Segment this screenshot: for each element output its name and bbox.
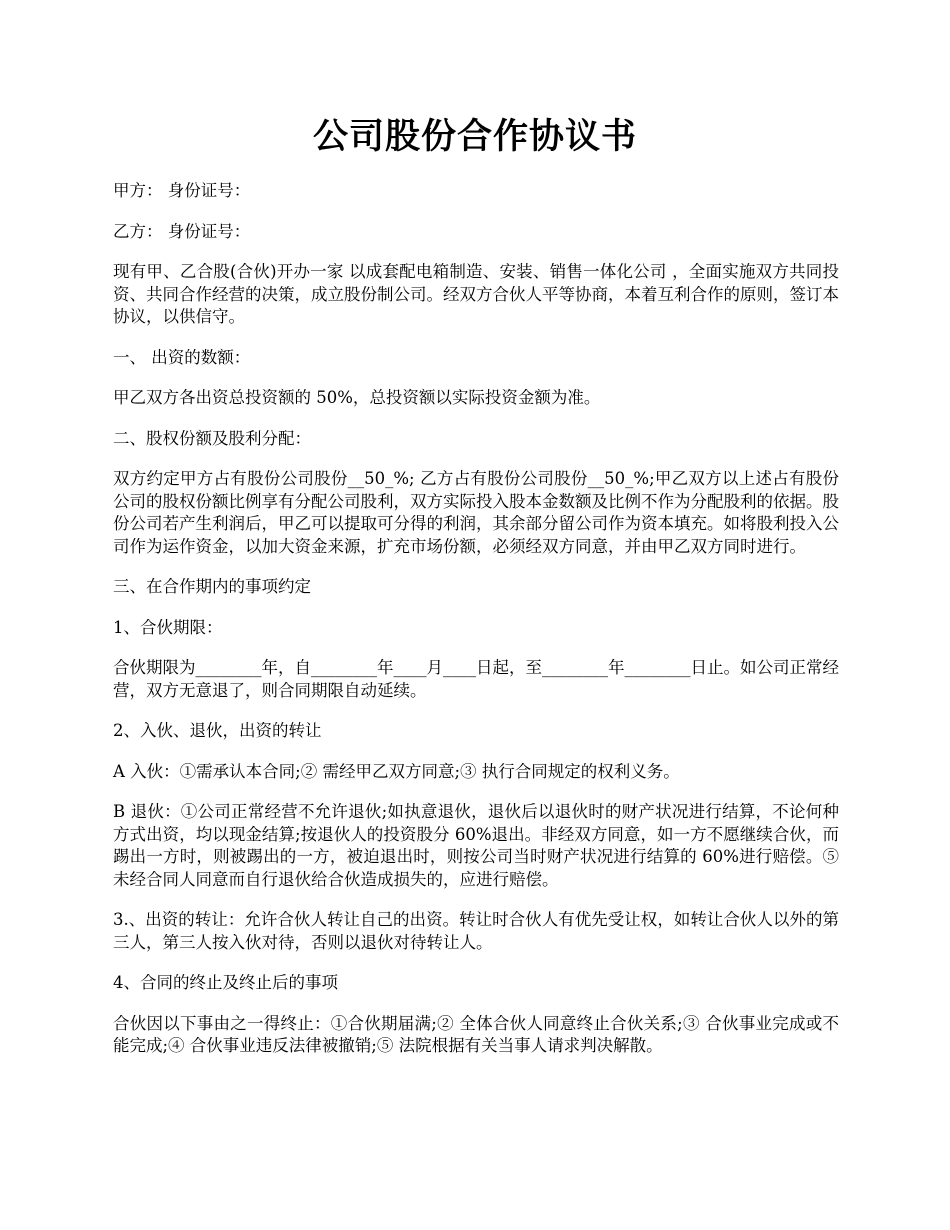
term-paragraph: 合伙期限为________年，自________年____月____日起，至________年________日止。如公司正常经营，双方无意退了，则合同期限自动延续。 bbox=[113, 658, 839, 700]
subheading-termination: 4、合同的终止及终止后的事项 bbox=[113, 973, 338, 992]
party-a-line: 甲方： 身份证号： bbox=[113, 181, 251, 200]
intro-paragraph: 现有甲、乙合股(合伙)开办一家 以成套配电箱制造、安装、销售一体化公司 ，全面实施双方共同投资、共同合作经营的决策，成立股份制公司。经双方合伙人平等协商，本着互利合作的原则，签订本协议，以供信守。 bbox=[113, 262, 839, 326]
document-title: 公司股份合作协议书 bbox=[312, 116, 637, 157]
equity-paragraph: 双方约定甲方占有股份公司股份__50_%; 乙方占有股份公司股份__50_%;甲乙双方以上述占有股份公司的股权份额比例享有分配公司股利，双方实际投入股本金数额及比例不作为分配股利的依据。股份公司若产生利润后，甲乙可以提取可分得的利润，其余部分留公司作为资本填充。如将股利投入公司作为运作资金，以加大资金来源，扩充市场份额，必须经双方同意，并由甲乙双方同时进行。 bbox=[113, 469, 839, 556]
termination-paragraph: 合伙因以下事由之一得终止：①合伙期届满;② 全体合伙人同意终止合伙关系;③ 合伙事业完成或不能完成;④ 合伙事业违反法律被撤销;⑤ 法院根据有关当事人请求判决解散。 bbox=[113, 1013, 839, 1055]
exit-paragraph: B 退伙：①公司正常经营不允许退伙;如执意退伙，退伙后以退伙时的财产状况进行结算，不论何种方式出资，均以现金结算;按退伙人的投资股分 60%退出。非经双方同意，如一方不愿继续合伙，而踢出一方时，则被踢出的一方，被迫退出时，则按公司当时财产状况进行结算的 60%进行赔偿。⑤未经合同人同意而自行退伙给合伙造成损失的，应进行赔偿。 bbox=[113, 802, 839, 889]
section-heading-equity: 二、股权份额及股利分配： bbox=[113, 428, 311, 448]
party-b-line: 乙方： 身份证号： bbox=[113, 221, 251, 241]
transfer-paragraph: 3.、出资的转让：允许合伙人转让自己的出资。转让时合伙人有优先受让权，如转让合伙人以外的第三人，第三人按入伙对待，否则以退伙对待转让人。 bbox=[113, 910, 839, 952]
subheading-join-exit: 2、入伙、退伙，出资的转让 bbox=[113, 721, 322, 740]
section-heading-terms: 三、在合作期内的事项约定 bbox=[113, 577, 311, 596]
capital-paragraph: 甲乙双方各出资总投资额的 50%，总投资额以实际投资金额为准。 bbox=[113, 388, 601, 407]
section-heading-capital: 一、 出资的数额： bbox=[113, 347, 251, 367]
document-body bbox=[113, 180, 839, 1076]
subheading-term: 1、合伙期限： bbox=[113, 617, 223, 637]
join-paragraph: A 入伙：①需承认本合同;② 需经甲乙双方同意;③ 执行合同规定的权利义务。 bbox=[113, 761, 680, 781]
